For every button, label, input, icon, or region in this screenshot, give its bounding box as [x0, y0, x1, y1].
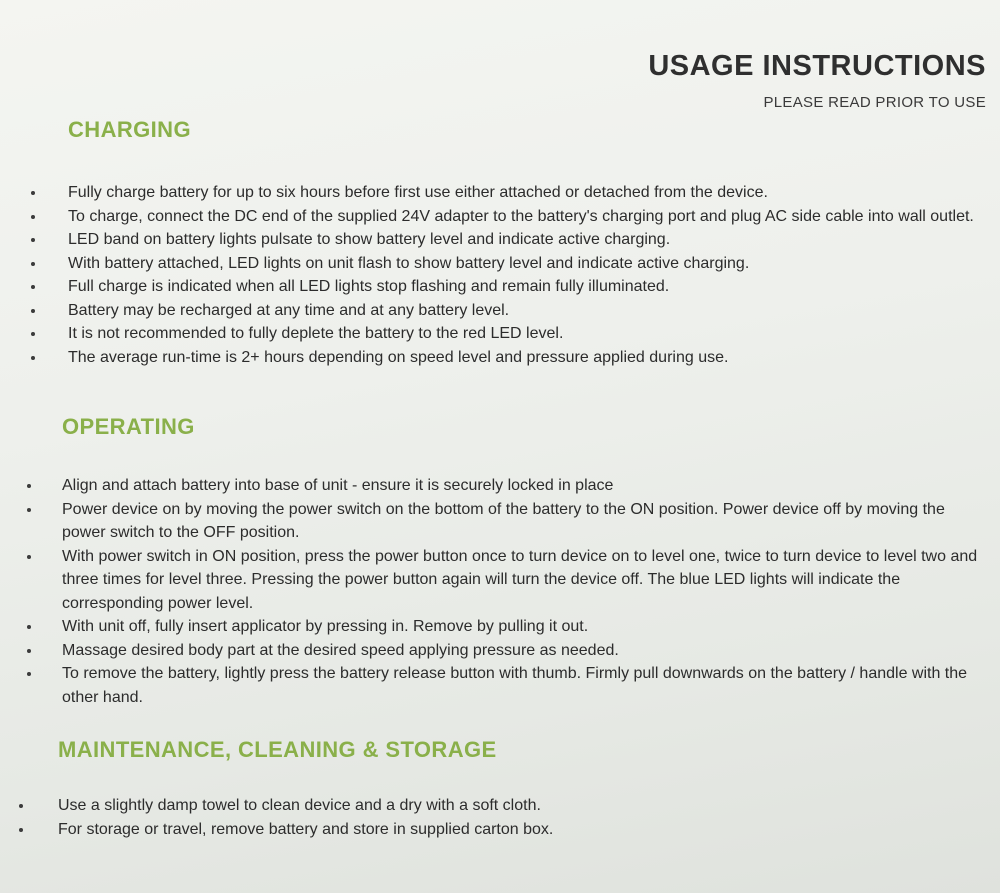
- bullet-icon: [31, 309, 35, 313]
- bullet-icon: [19, 804, 23, 808]
- bullet-icon: [31, 332, 35, 336]
- bullet-icon: [27, 625, 31, 629]
- list-item: The average run-time is 2+ hours depending on speed level and pressure applied during use.: [68, 346, 978, 370]
- list-item: Fully charge battery for up to six hours before first use either attached or detached from the device.: [68, 181, 978, 205]
- list-item: Use a slightly damp towel to clean device and a dry with a soft cloth.: [58, 794, 978, 818]
- bullet-icon: [31, 356, 35, 360]
- bullet-icon: [31, 215, 35, 219]
- list-item: To remove the battery, lightly press the battery release button with thumb. Firmly pull downwards on the battery / handle with the other hand.: [62, 662, 980, 709]
- operating-list: [62, 474, 980, 709]
- bullet-icon: [27, 555, 31, 559]
- charging-list: [68, 181, 978, 369]
- list-item: Align and attach battery into base of unit - ensure it is securely locked in place: [62, 474, 980, 498]
- list-item: Massage desired body part at the desired speed applying pressure as needed.: [62, 639, 980, 663]
- bullet-icon: [31, 191, 35, 195]
- bullet-icon: [27, 649, 31, 653]
- bullet-icon: [19, 828, 23, 832]
- list-item: With unit off, fully insert applicator by pressing in. Remove by pulling it out.: [62, 615, 980, 639]
- list-item: With battery attached, LED lights on unit flash to show battery level and indicate active charging.: [68, 252, 978, 276]
- list-item: To charge, connect the DC end of the supplied 24V adapter to the battery's charging port and plug AC side cable into wall outlet.: [68, 205, 978, 229]
- section-heading-maintenance: MAINTENANCE, CLEANING & STORAGE: [58, 737, 497, 762]
- bullet-icon: [31, 285, 35, 289]
- bullet-icon: [27, 508, 31, 512]
- page-title: USAGE INSTRUCTIONS: [648, 50, 986, 82]
- bullet-icon: [31, 238, 35, 242]
- section-heading-operating: OPERATING: [62, 414, 195, 439]
- list-item: For storage or travel, remove battery and store in supplied carton box.: [58, 818, 978, 842]
- bullet-icon: [31, 262, 35, 266]
- list-item: Power device on by moving the power switch on the bottom of the battery to the ON position. Power device off by moving the power switch to the OFF position.: [62, 498, 980, 545]
- list-item: It is not recommended to fully deplete the battery to the red LED level.: [68, 322, 978, 346]
- list-item: LED band on battery lights pulsate to show battery level and indicate active charging.: [68, 228, 978, 252]
- page-subtitle: PLEASE READ PRIOR TO USE: [763, 94, 986, 111]
- section-heading-charging: CHARGING: [68, 117, 191, 142]
- list-item: Full charge is indicated when all LED lights stop flashing and remain fully illuminated.: [68, 275, 978, 299]
- list-item: Battery may be recharged at any time and at any battery level.: [68, 299, 978, 323]
- bullet-icon: [27, 672, 31, 676]
- maintenance-list: [58, 794, 978, 841]
- list-item: With power switch in ON position, press the power button once to turn device on to level one, twice to turn device to level two and three times for level three. Pressing the power button again will turn the device off. The blue LED lights will indicate the corresponding power level.: [62, 545, 980, 616]
- bullet-icon: [27, 484, 31, 488]
